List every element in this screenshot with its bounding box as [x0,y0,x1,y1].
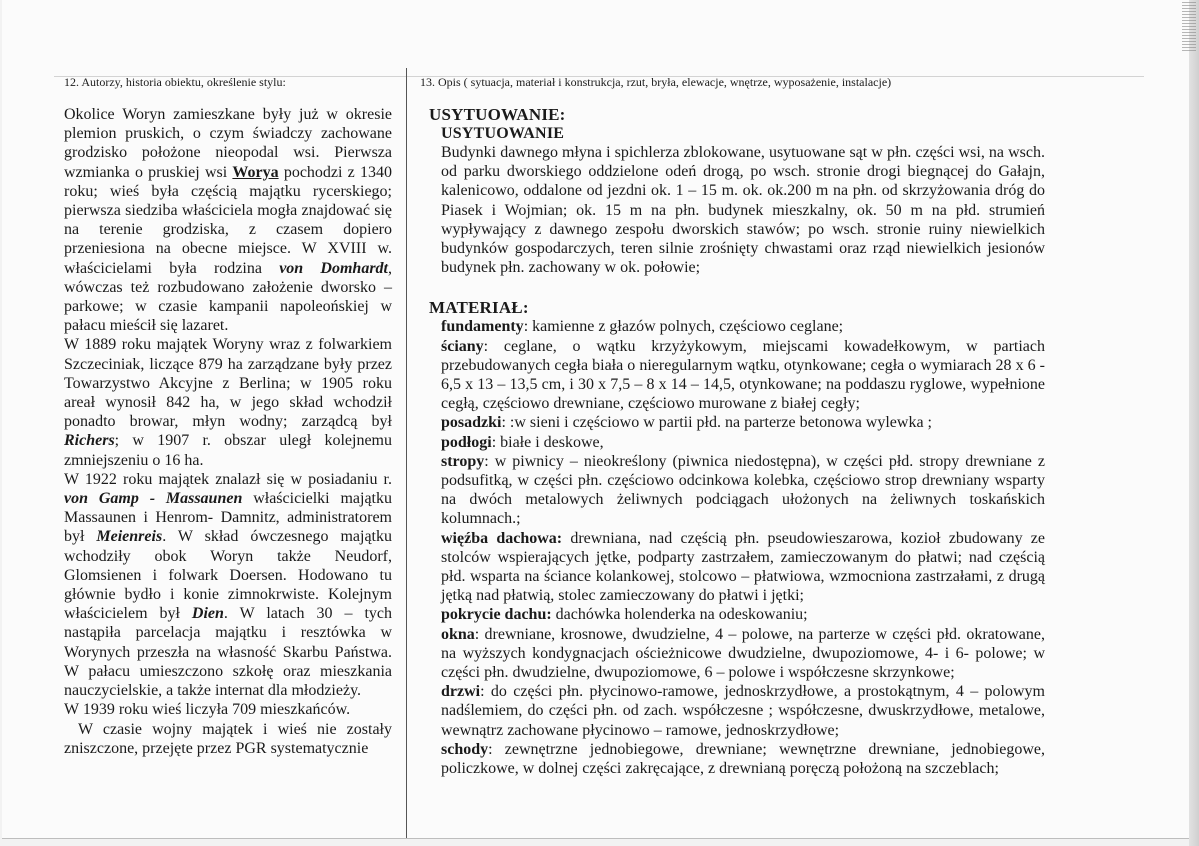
material-label: schody [441,740,489,758]
material-wiezba [441,529,1045,606]
material-label: stropy [441,452,485,470]
situation-subheading: USYTUOWANIE [441,125,565,142]
text-run: pochodzi z 1340 roku; wieś była częścią majątku rycerskiego; pierwsza siedziba właściciela mogła znajdować się na terenie grodziska, z czasem dopiero przeniesiona na obecne miejsce. W XVIII w. właścicielami była rodzina [64,163,393,277]
material-label: ściany [441,337,484,355]
material-text: : ceglane, o wątku krzyżykowym, miejscami kowadełkowym, w partiach przebudowanych cegła biała o nieregularnym wątku, otynkowane; cegła o wymiarach 28 x 6 - 6,5 x 13 – 13,5 cm, i 30 x 7,5 – 8 x 14 – 14,5, otynkowane; na poddaszu ryglowe, wypełnione cegłą, częściowo drewniane, częściowo murowane z białej cegły; [441,337,1045,413]
history-paragraph-3 [64,470,392,700]
history-text [64,105,392,758]
text-run: , wówczas też rozbudowano założenie dworsko – parkowe; w czasie kampanii napoleońskiej w pałacu mieścił się lazaret. [64,259,392,335]
material-schody [441,740,1045,778]
material-label: drzwi [441,683,481,701]
material-okna [441,625,1045,683]
description-section [420,74,1045,778]
history-paragraph-1 [64,105,392,335]
material-text: : kamienne z głazów polnych, częściowo ceglane; [523,318,844,336]
administrator-name: Meienreis [96,528,163,546]
manager-name: Richers [64,432,115,450]
material-sciany [441,337,1045,414]
situation-heading: USYTUOWANIE: [429,105,566,124]
scan-edge [1189,0,1199,846]
owner-name: von Gamp - Massaunen [64,490,243,508]
material-text: : drewniane, krosnowe, dwudzielne, 4 – polowe, na parterze w części płd. okratowane, na wyższych kondygnacjach ościeżnicowe dwudzielne, dwupoziomowe, 4- i 6- polowe; w części płn. dwudzielne, dwupoziomowe, 6 – polowe i współczesne skrzynkowe; [441,625,1045,682]
material-label: okna [441,625,475,643]
material-text: : białe i deskowe, [491,433,604,451]
owner-name: Dien [191,605,224,623]
village-name: Worya [232,163,279,181]
situation-paragraph: Budynki dawnego młyna i spichlerza zblokowane, usytuowane sąt w płn. części wsi, na wsch. od parku dworskiego oddzielone odeń drogą, po wsch. stronie drogi biegnącej do Gałajn, kalenicowo, oddalone od jezdni ok. 1 – 15 m. ok. ok.200 m na płn. od skrzyżowania dróg do Piasek i Wojmian; ok. 15 m na płn. budynek mieszkalny, ok. 50 m na płd. strumień wypływający z dawnego zespołu dworskich stawów; po wsch. stronie ruiny niewielkich budynków gospodarczych, teren silnie zrośnięty chwastami oraz rząd niewielkich jesionów budynek płn. zachowany w ok. połowie; [441,144,1045,277]
material-text: : zewnętrzne jednobiegowe, drewniane; wewnętrzne drewniane, jednobiegowe, policzkowe, w dolnej części zakręcające, z drewnianą poręczą położoną na szczeblach; [441,740,1045,778]
material-label: więźba dachowa: [441,529,563,547]
material-text: dachówka holenderka na odeskowaniu; [551,606,808,624]
owner-name: von Domhardt [279,259,388,277]
material-label: podłogi [441,433,492,451]
text-run: W 1889 roku majątek Woryny wraz z folwarkiem Szczeciniak, liczące 879 ha zarządzane były przez Towarzystwo Akcyjne z Berlina; w 1905 roku areał wynosił 842 ha, w jego skład wchodził ponadto browar, młyn wodny; zarządcą był [64,336,392,431]
material-label: pokrycie dachu: [441,606,552,624]
column-divider [406,68,407,838]
text-run: Okolice Woryn zamieszkane były już w okresie plemion pruskich, o czym świadczy zachowane grodzisko położone nieopodal wsi. Pierwsza wzmianka o pruskiej wsi [64,106,392,181]
text-run: . W latach 30 – tych nastąpiła parcelacja majątku i resztówka w Worynych przeszła na własność Skarbu Państwa. W pałacu umieszczono szkołę oraz mieszkania nauczycielskie, a także internat dla młodzieży. [64,605,393,700]
material-podlogi [441,433,1045,452]
material-pokrycie [441,605,1045,624]
text-run: ; w 1907 r. obszar uległ kolejnemu zmniejszeniu o 16 ha. [64,432,392,469]
text-run: właścicielki majątku Massaunen i Henrom- Damnitz, administratorem był [64,490,393,546]
material-label: fundamenty [441,318,524,336]
material-drzwi [441,682,1045,740]
material-text: : do części płn. płycinowo-ramowe, jednoskrzydłowe, a prostokątnym, 4 – polowym nadślemiem, do części płn. od zach. współczesne ; współczesne, dwuskrzydłowe, metalowe, wewnątrz zachowane płycinowo – ramowe, jednoskrzydłowe; [441,683,1045,739]
material-heading: MATERIAŁ: [429,298,529,318]
history-paragraph-4: W 1939 roku wieś liczyła 709 mieszkańców. [64,701,351,719]
material-stropy [441,452,1045,529]
material-text: : :w sieni i częściowo w partii płd. na parterze betonowa wylewka ; [501,414,932,432]
history-section [64,74,392,758]
history-header: 12. Autorzy, historia obiektu, określenie stylu: [64,75,286,89]
text-run: . W skład ówczesnego majątku wchodziły obok Woryn także Neudorf, Glomsienen i folwark Doersen. Hodowano tu głównie bydło i konie zimnokrwiste. Kolejnym właścicielem był [64,528,392,623]
text-run: W 1922 roku majątek znalazł się w posiadaniu r. [64,470,392,488]
material-posadzki [441,413,1045,432]
material-text: : w piwnicy – nieokreślony (piwnica niedostępna), w części płd. stropy drewniane z podsufitką, w części płn. częściowo odcinkowa kolebka, częściowo strop drewniany wsparty na dwóch metalowych żeliwnych podciągach ułożonych na żeliwnych toskańskich kolumnach.; [441,452,1045,528]
material-label: posadzki [441,414,502,432]
material-text: drewniana, nad częścią płn. pseudowieszarowa, kozioł zbudowany ze stolców wspierających jętke, podparty zastrzałem, zamieczowanym do płatwi; nad częścią płd. wsparta na ściance kolankowej, stolcowo – płatwiowa, wzmocniona zastrzałami, z drugą jętką nad płatwią, stolec zamieczowany do płatwi i jętki; [441,529,1046,605]
history-paragraph-5: W czasie wojny majątek i wieś nie zostały zniszczone, przejęte przez PGR systematycznie [64,720,392,757]
description-header: 13. Opis ( sytuacja, materiał i konstrukcja, rzut, bryła, elewacje, wnętrze, wyposażenie, instalacje) [420,75,892,89]
material-fundamenty [441,317,1045,336]
description-text [420,105,1045,778]
scan-corner-mark [1182,2,1196,52]
document-page [2,0,1190,839]
history-paragraph-2 [64,335,392,469]
